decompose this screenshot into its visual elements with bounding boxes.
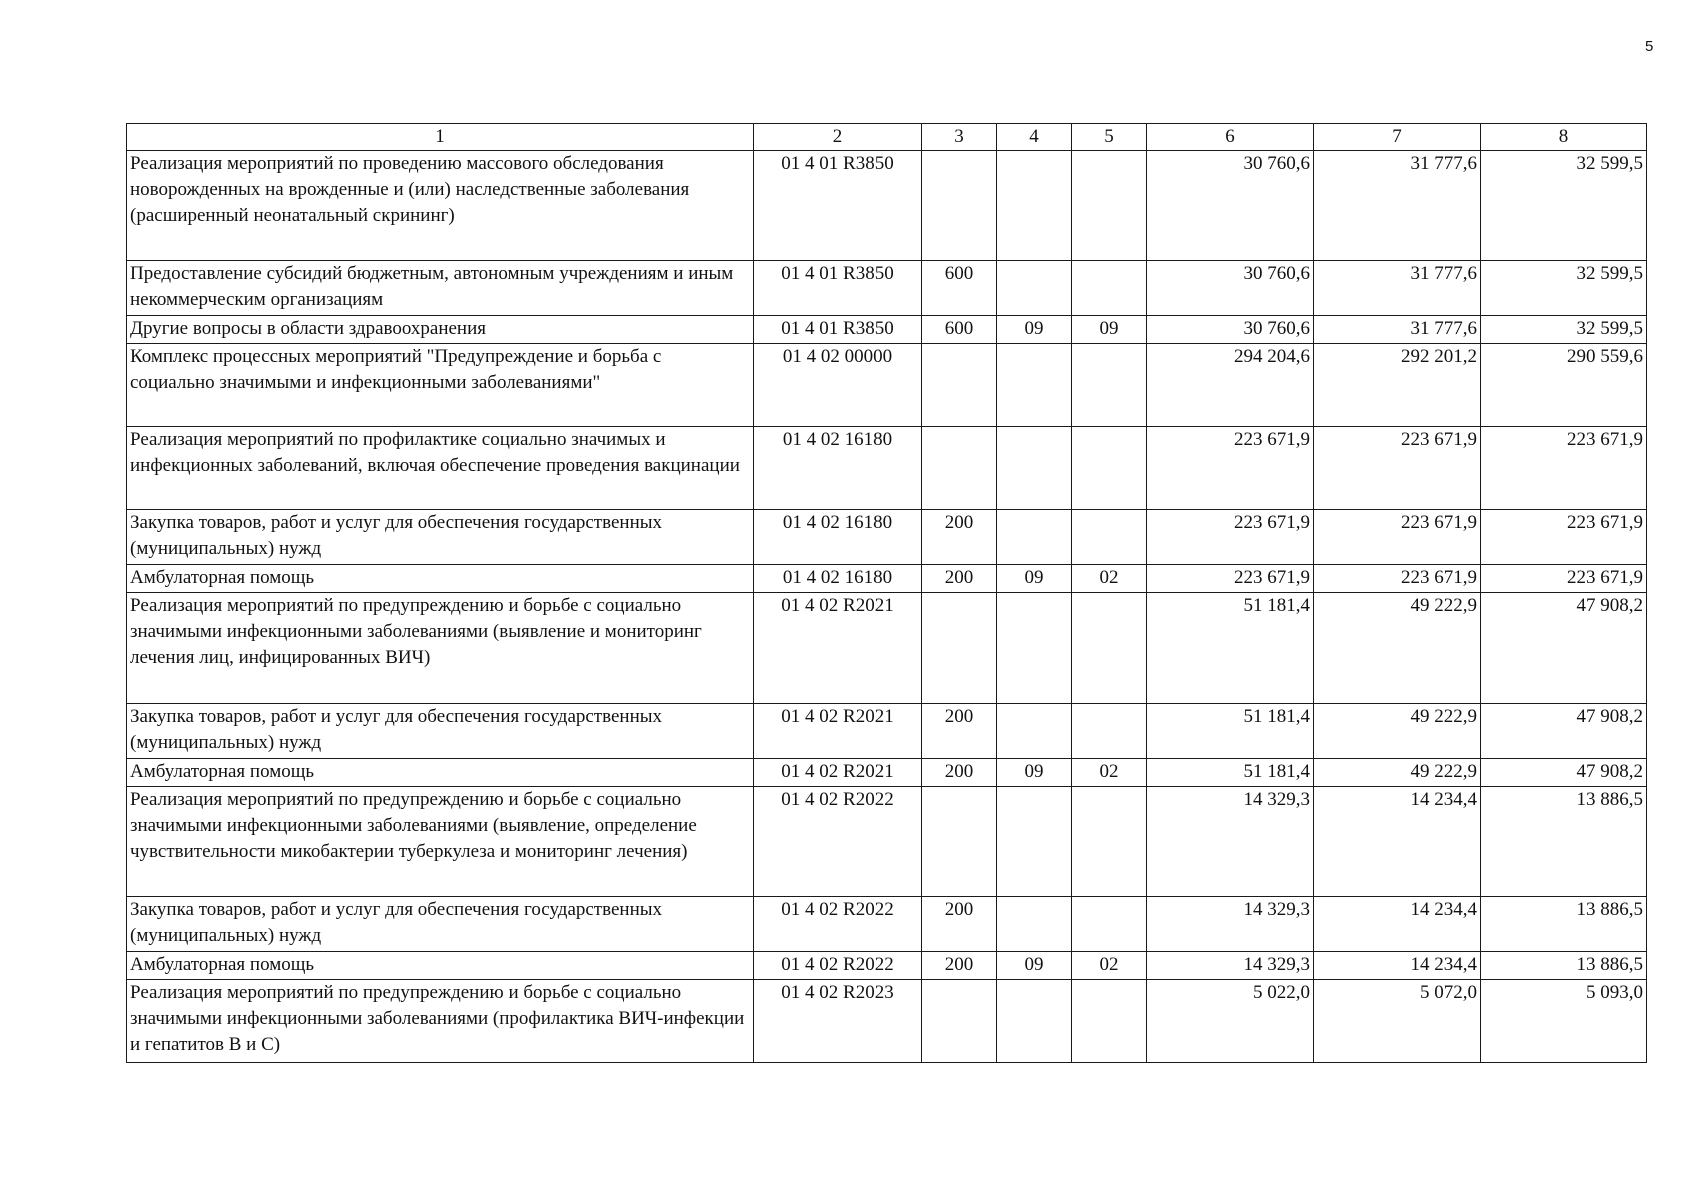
page-number: 5 [1645,38,1654,55]
table-row [127,787,1647,897]
row-year3: 223 671,9 [1481,510,1647,565]
column-number-row [127,124,1647,151]
row-code: 01 4 01 R3850 [754,316,922,344]
row-pr [1072,510,1147,565]
table-row [127,565,1647,593]
row-year2: 223 671,9 [1314,565,1481,593]
row-code: 01 4 02 16180 [754,510,922,565]
row-vr: 600 [922,261,997,316]
row-pr [1072,980,1147,1063]
row-vr: 600 [922,316,997,344]
row-rz: 09 [997,759,1072,787]
row-pr [1072,427,1147,510]
row-year1: 223 671,9 [1147,565,1314,593]
row-year2: 31 777,6 [1314,261,1481,316]
row-vr [922,787,997,897]
row-vr [922,593,997,704]
row-pr: 02 [1072,759,1147,787]
row-vr: 200 [922,565,997,593]
row-year3: 47 908,2 [1481,704,1647,759]
col-header-7: 7 [1314,124,1481,151]
row-rz [997,897,1072,952]
row-code: 01 4 01 R3850 [754,261,922,316]
row-pr [1072,344,1147,427]
table-row [127,261,1647,316]
row-year2: 31 777,6 [1314,316,1481,344]
row-vr: 200 [922,510,997,565]
row-name: Реализация мероприятий по профилактике социально значимых и инфекционных заболеваний, включая обеспечение проведения вакцинации [127,427,754,510]
row-rz [997,151,1072,261]
row-code: 01 4 02 R2021 [754,704,922,759]
table-row [127,316,1647,344]
row-year3: 13 886,5 [1481,897,1647,952]
row-year3: 5 093,0 [1481,980,1647,1063]
col-header-8: 8 [1481,124,1647,151]
row-code: 01 4 02 R2021 [754,593,922,704]
row-rz [997,704,1072,759]
row-pr [1072,897,1147,952]
row-name: Реализация мероприятий по предупреждению и борьбе с социально значимыми инфекционными заболеваниями (профилактика ВИЧ-инфекции и гепатитов В и С) [127,980,754,1063]
row-name: Реализация мероприятий по предупреждению и борьбе с социально значимыми инфекционными заболеваниями (выявление, определение чувствительности микобактерии туберкулеза и мониторинг лечения) [127,787,754,897]
row-year2: 5 072,0 [1314,980,1481,1063]
row-name: Предоставление субсидий бюджетным, автономным учреждениям и иным некоммерческим организациям [127,261,754,316]
row-rz: 09 [997,565,1072,593]
row-year3: 47 908,2 [1481,593,1647,704]
row-year1: 14 329,3 [1147,952,1314,980]
row-year2: 14 234,4 [1314,897,1481,952]
table-row [127,510,1647,565]
row-vr [922,427,997,510]
row-vr: 200 [922,759,997,787]
table-row [127,593,1647,704]
table-row [127,897,1647,952]
row-pr: 09 [1072,316,1147,344]
row-pr: 02 [1072,952,1147,980]
row-vr: 200 [922,704,997,759]
row-code: 01 4 02 16180 [754,565,922,593]
row-year3: 13 886,5 [1481,787,1647,897]
row-year2: 49 222,9 [1314,759,1481,787]
row-year1: 5 022,0 [1147,980,1314,1063]
row-name: Амбулаторная помощь [127,565,754,593]
row-year2: 49 222,9 [1314,704,1481,759]
row-rz [997,427,1072,510]
row-pr: 02 [1072,565,1147,593]
row-year3: 32 599,5 [1481,151,1647,261]
row-vr: 200 [922,952,997,980]
col-header-1: 1 [127,124,754,151]
row-code: 01 4 02 00000 [754,344,922,427]
row-code: 01 4 02 R2023 [754,980,922,1063]
row-name: Закупка товаров, работ и услуг для обеспечения государственных (муниципальных) нужд [127,704,754,759]
row-year3: 32 599,5 [1481,261,1647,316]
row-rz [997,593,1072,704]
row-pr [1072,151,1147,261]
row-name: Другие вопросы в области здравоохранения [127,316,754,344]
row-vr: 200 [922,897,997,952]
row-year1: 30 760,6 [1147,151,1314,261]
row-vr [922,151,997,261]
row-year1: 294 204,6 [1147,344,1314,427]
row-year1: 30 760,6 [1147,316,1314,344]
row-code: 01 4 02 R2021 [754,759,922,787]
row-year1: 51 181,4 [1147,759,1314,787]
col-header-4: 4 [997,124,1072,151]
row-code: 01 4 02 R2022 [754,952,922,980]
row-year2: 292 201,2 [1314,344,1481,427]
row-name: Реализация мероприятий по проведению массового обследования новорожденных на врожденные и (или) наследственные заболевания (расширенный неонатальный скрининг) [127,151,754,261]
row-code: 01 4 01 R3850 [754,151,922,261]
row-year1: 30 760,6 [1147,261,1314,316]
col-header-5: 5 [1072,124,1147,151]
row-year3: 32 599,5 [1481,316,1647,344]
row-year2: 14 234,4 [1314,952,1481,980]
row-rz: 09 [997,316,1072,344]
row-year2: 49 222,9 [1314,593,1481,704]
row-year3: 47 908,2 [1481,759,1647,787]
row-rz [997,980,1072,1063]
row-year2: 31 777,6 [1314,151,1481,261]
row-year1: 223 671,9 [1147,427,1314,510]
table-row [127,952,1647,980]
row-name: Закупка товаров, работ и услуг для обеспечения государственных (муниципальных) нужд [127,897,754,952]
row-code: 01 4 02 R2022 [754,897,922,952]
row-rz [997,261,1072,316]
row-year2: 14 234,4 [1314,787,1481,897]
row-name: Амбулаторная помощь [127,952,754,980]
row-year3: 223 671,9 [1481,565,1647,593]
row-rz: 09 [997,952,1072,980]
row-code: 01 4 02 R2022 [754,787,922,897]
row-year1: 14 329,3 [1147,787,1314,897]
row-vr [922,980,997,1063]
row-pr [1072,593,1147,704]
row-year1: 51 181,4 [1147,593,1314,704]
row-rz [997,344,1072,427]
row-year3: 13 886,5 [1481,952,1647,980]
row-year2: 223 671,9 [1314,510,1481,565]
row-year3: 223 671,9 [1481,427,1647,510]
row-pr [1072,704,1147,759]
row-year1: 51 181,4 [1147,704,1314,759]
row-code: 01 4 02 16180 [754,427,922,510]
row-name: Закупка товаров, работ и услуг для обеспечения государственных (муниципальных) нужд [127,510,754,565]
budget-table [126,123,1647,1063]
row-year1: 223 671,9 [1147,510,1314,565]
table-row [127,344,1647,427]
row-name: Комплекс процессных мероприятий "Предупреждение и борьба с социально значимыми и инфекционными заболеваниями" [127,344,754,427]
col-header-6: 6 [1147,124,1314,151]
row-name: Амбулаторная помощь [127,759,754,787]
row-pr [1072,261,1147,316]
table-row [127,427,1647,510]
row-year2: 223 671,9 [1314,427,1481,510]
table-row [127,980,1647,1063]
row-rz [997,787,1072,897]
row-name: Реализация мероприятий по предупреждению и борьбе с социально значимыми инфекционными заболеваниями (выявление и мониторинг лечения лиц, инфицированных ВИЧ) [127,593,754,704]
row-pr [1072,787,1147,897]
row-vr [922,344,997,427]
row-year1: 14 329,3 [1147,897,1314,952]
table-row [127,759,1647,787]
table-row [127,704,1647,759]
table-row [127,151,1647,261]
col-header-2: 2 [754,124,922,151]
row-year3: 290 559,6 [1481,344,1647,427]
row-rz [997,510,1072,565]
col-header-3: 3 [922,124,997,151]
